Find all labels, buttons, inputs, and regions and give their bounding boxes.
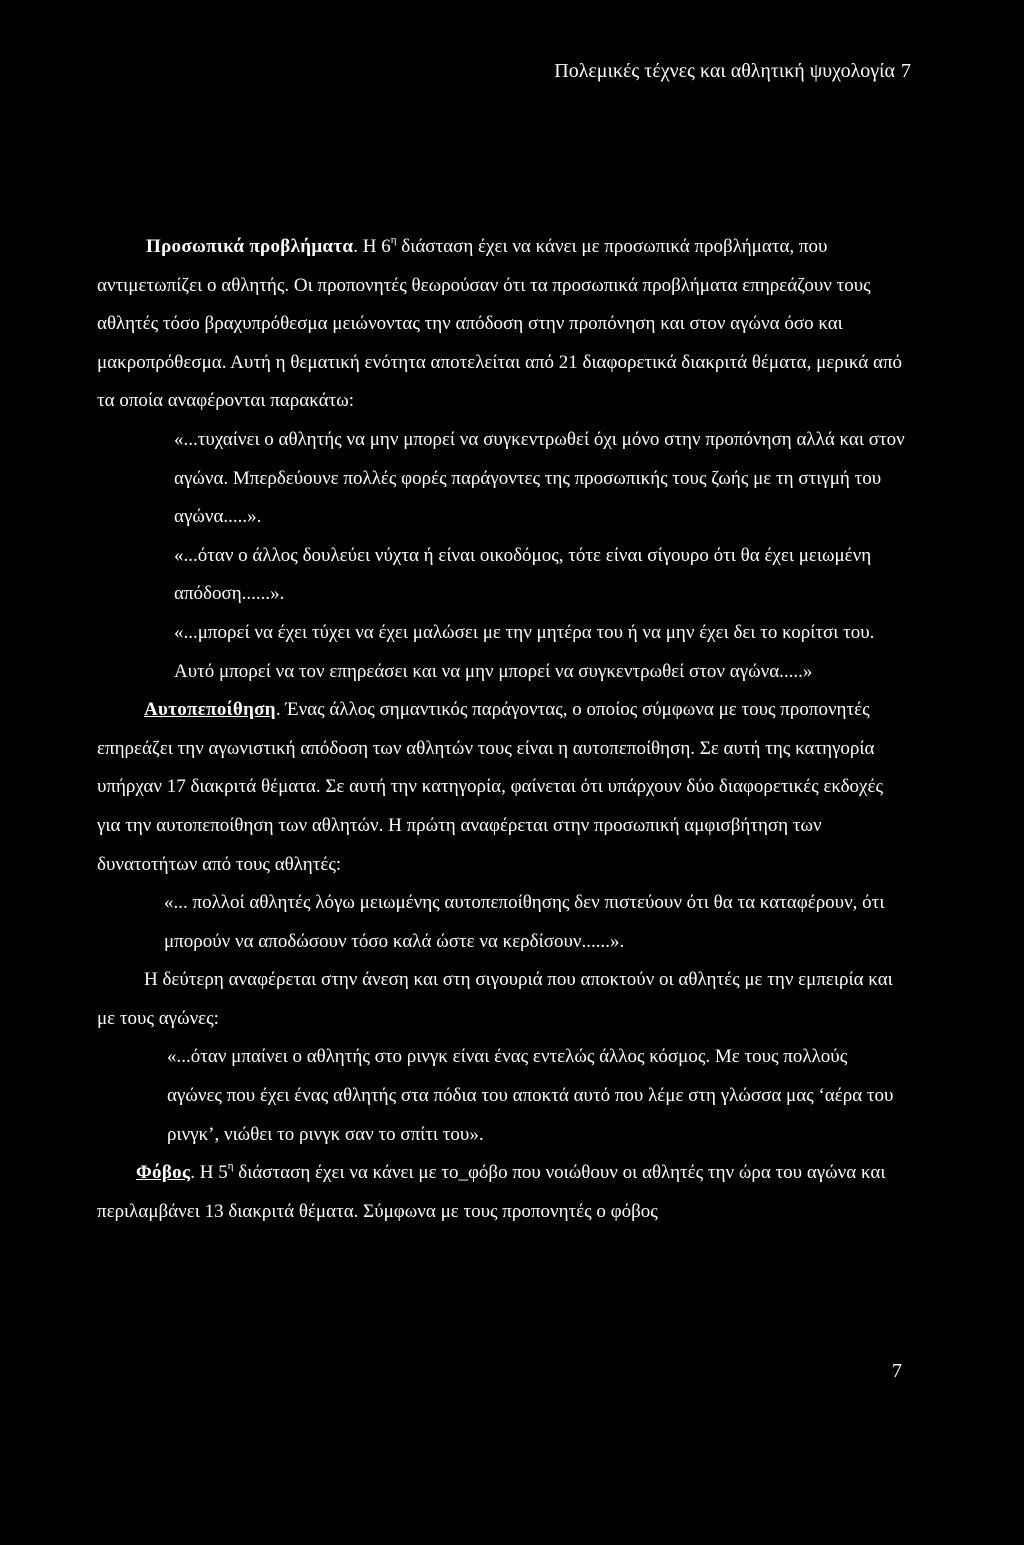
quote-item: «...όταν μπαίνει ο αθλητής στο ρινγκ είναι ένας εντελώς άλλος κόσμος. Με τους πολλούς αγώνες που έχει ένας αθλητής στα πόδια του αποκτά αυτό που λέμε στη γλώσσα μας ‘αέρα του ρινγκ’, νιώθει το ρινγκ σαν το σπίτι του». xyxy=(167,1046,894,1145)
paragraph-fear: Φόβος. Η $5^\eta$ διάσταση έχει να κάνει με το_φόβο που νοιώθουν οι αθλητές την ώρα του αγώνα και περιλαμβάνει 13 διακριτά θέματα. Σύμφωνα με τους προπονητές ο φόβος xyxy=(97,1160,886,1222)
paragraph-self-confidence: Αυτοπεποίθηση. Ένας άλλος σημαντικός παράγοντας, ο οποίος σύμφωνα με τους προπονητές επηρεάζει την αγωνιστική απόδοση των αθλητών τους είναι η αυτοπεποίθηση. Σε αυτή της κατηγορία υπήρχαν 17 διακριτά θέματα. Σε αυτή την κατηγορία, φαίνεται ότι υπάρχουν δύο διαφορετικές εκδοχές για την αυτοπεποίθηση των αθλητών. Η πρώτη αναφέρεται στην προσωπική αμφισβήτηση των δυνατοτήτων από τους αθλητές: xyxy=(97,699,883,875)
heading-fear: Φόβος xyxy=(136,1162,191,1184)
quote-item: «...μπορεί να έχει τύχει να έχει μαλώσει με την μητέρα του ή να μην έχει δει το κορίτσι του. Αυτό μπορεί να τον επηρεάσει και να μην μπορεί να συγκεντρωθεί στον αγώνα.....» xyxy=(174,621,875,682)
header-page-number: 7 xyxy=(901,60,911,82)
heading-personal-problems: Προσωπικά προβλήματα xyxy=(146,236,354,257)
running-header xyxy=(554,60,911,83)
header-title: Πολεμικές τέχνες και αθλητική ψυχολογία xyxy=(554,60,895,82)
superscript-eta: η xyxy=(390,234,397,246)
quote-item: «...όταν ο άλλος δουλεύει νύχτα ή είναι οικοδόμος, τότε είναι σίγουρο ότι θα έχει μειωμένη απόδοση......». xyxy=(174,544,872,605)
quote-item: «...τυχαίνει ο αθλητής να μην μπορεί να συγκεντρωθεί όχι μόνο στην προπόνηση αλλά και στον αγώνα. Μπερδεύουνε πολλές φορές παράγοντες της προσωπικής τους ζωής με τη στιγμή του αγώνα.....». xyxy=(174,428,905,528)
quote-item: «... πολλοί αθλητές λόγω μειωμένης αυτοπεποίθησης δεν πιστεύουν ότι θα τα καταφέρουν, ότι μπορούν να αποδώσουν τόσο καλά ώστε να κερδίσουν......». xyxy=(164,892,885,952)
document-body xyxy=(97,228,905,1231)
superscript-eta: η xyxy=(227,1160,234,1173)
paragraph-personal-problems: Προσωπικά προβλήματα. Η $6^\eta$ διάσταση έχει να κάνει με προσωπικά προβλήματα, που αντιμετωπίζει ο αθλητής. Οι προπονητές θεωρούσαν ότι τα προσωπικά προβλήματα επηρεάζουν τους αθλητές τόσο βραχυπρόθεσμα μειώνοντας την απόδοση στην προπόνηση και στον αγώνα όσο και μακροπρόθεσμα. Αυτή η θεματική ενότητα αποτελείται από 21 διαφορετικά διακριτά θέματα, μερικά από τα οποία αναφέρονται παρακάτω: xyxy=(97,234,903,412)
footer-page-number: 7 xyxy=(892,1360,902,1382)
heading-self-confidence: Αυτοπεποίθηση xyxy=(144,699,276,721)
paragraph-second-version: Η δεύτερη αναφέρεται στην άνεση και στη σιγουριά που αποκτούν οι αθλητές με την εμπειρία και με τους αγώνες: xyxy=(97,969,893,1029)
